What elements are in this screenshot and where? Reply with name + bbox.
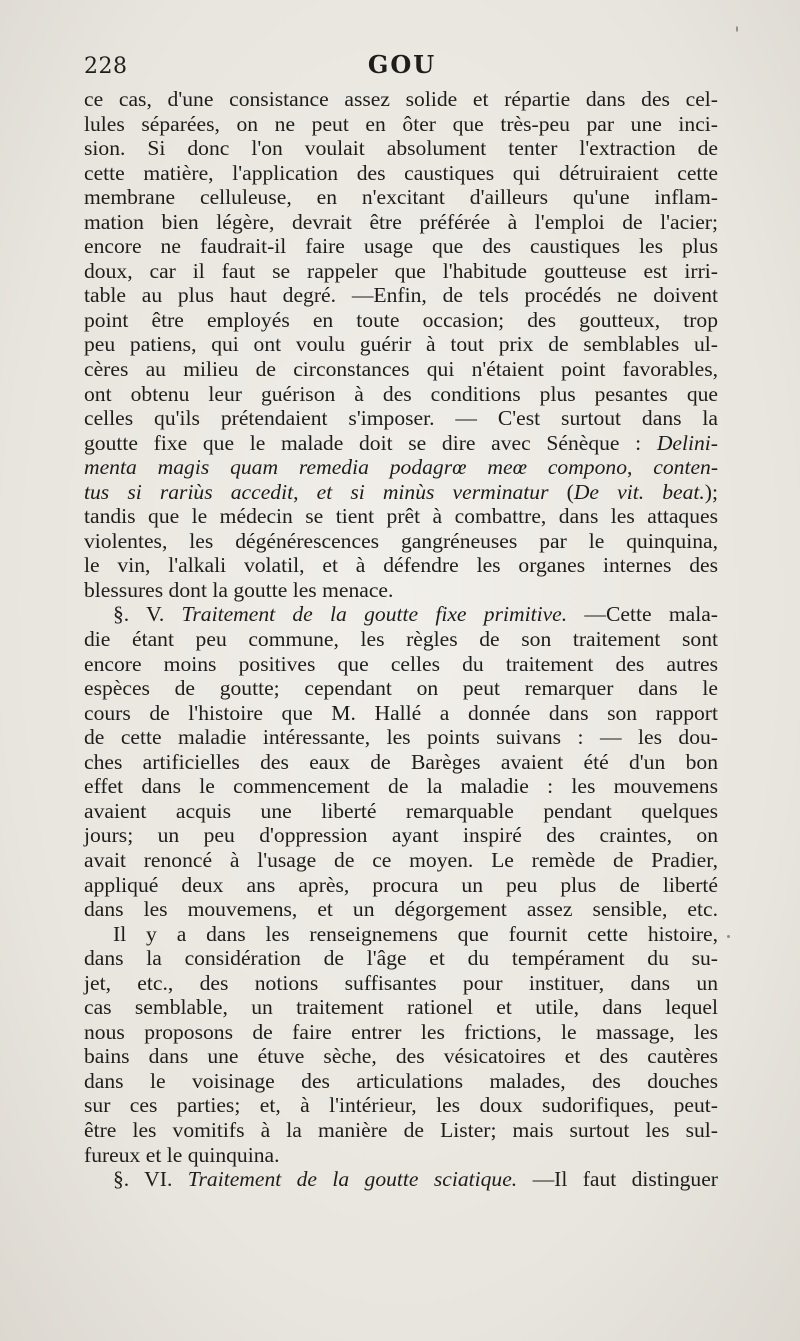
text-segment: mation bien légère, devrait être préférée à l'emploi de l'acier;	[84, 209, 718, 234]
text-line	[84, 431, 718, 456]
italic-text: Delini-	[656, 430, 718, 455]
ink-speck	[736, 26, 738, 32]
text-segment: sion. Si donc l'on voulait absolument tenter l'extraction de	[84, 136, 718, 161]
text-segment: jours; un peu d'oppression ayant inspiré des craintes, on	[84, 823, 718, 848]
text-line	[84, 627, 718, 652]
text-segment: bains dans une étuve sèche, des vésicatoires et des cautères	[84, 1044, 718, 1069]
ink-speck	[727, 935, 730, 938]
text-line	[84, 529, 718, 554]
text-line	[84, 1143, 718, 1168]
text-line	[84, 602, 718, 627]
text-line	[84, 406, 718, 431]
text-line	[84, 1020, 718, 1045]
italic-text: De vit. beat.	[573, 479, 705, 504]
text-segment: dans le voisinage des articulations malades, des douches	[84, 1068, 718, 1093]
text-segment: —Il faut distinguer	[517, 1167, 718, 1192]
text-line	[84, 480, 718, 505]
text-line	[84, 1044, 718, 1069]
text-line	[84, 357, 718, 382]
text-segment: avaient acquis une liberté remarquable pendant quelques	[84, 798, 718, 823]
text-line	[84, 1069, 718, 1094]
text-line	[84, 112, 718, 137]
text-segment: sur ces parties; et, à l'intérieur, les doux sudorifiques, peut-	[84, 1093, 718, 1118]
italic-text: Traitement de la goutte sciatique.	[187, 1167, 518, 1192]
italic-text: menta magis quam remedia podagrœ meœ compono	[84, 455, 627, 480]
text-segment: point être employés en toute occasion; des goutteux, trop	[84, 307, 718, 332]
text-segment: dans les mouvemens, et un dégorgement assez sensible, etc.	[84, 897, 718, 922]
italic-text: Traitement de la goutte fixe primitive.	[181, 602, 568, 627]
text-segment: celles qu'ils prétendaient s'imposer. — C'est surtout dans la	[84, 406, 718, 431]
text-line	[84, 1167, 718, 1192]
text-line	[84, 259, 718, 284]
text-segment: cours de l'histoire que M. Hallé a donnée dans son rapport	[84, 700, 718, 725]
text-line	[84, 995, 718, 1020]
text-line	[84, 332, 718, 357]
text-line	[84, 504, 718, 529]
text-segment: (	[548, 479, 574, 504]
text-line	[84, 185, 718, 210]
text-segment: goutte fixe que le malade doit se dire avec Sénèque :	[84, 430, 657, 455]
text-line	[84, 382, 718, 407]
text-segment: table au plus haut degré. —Enfin, de tels procédés ne doivent	[84, 283, 718, 308]
italic-text: et si minùs verminatur	[316, 479, 549, 504]
text-line	[84, 1093, 718, 1118]
text-line	[84, 87, 718, 112]
text-segment: Il y a dans les renseignemens que fournit cette histoire,	[113, 921, 718, 946]
text-segment: cas semblable, un traitement rationel et utile, dans lequel	[84, 995, 718, 1020]
text-line	[84, 308, 718, 333]
page-number: 228	[84, 54, 128, 79]
text-line	[84, 799, 718, 824]
text-segment: ,	[293, 479, 317, 504]
text-line	[84, 455, 718, 480]
text-segment: effet dans le commencement de la maladie : les mouvemens	[84, 774, 718, 799]
text-segment: le vin, l'alkali volatil, et à défendre les organes internes des	[84, 553, 718, 578]
text-segment: dans la considération de l'âge et du tempérament du su-	[84, 946, 718, 971]
text-line	[84, 897, 718, 922]
text-line	[84, 553, 718, 578]
text-line	[84, 873, 718, 898]
text-line	[84, 161, 718, 186]
text-segment: membrane celluleuse, en n'excitant d'ailleurs qu'une inflam-	[84, 185, 718, 210]
italic-text: tus si rariùs accedit	[84, 479, 294, 504]
text-segment: peu patiens, qui ont voulu guérir à tout prix de semblables ul-	[84, 332, 718, 357]
text-line	[84, 848, 718, 873]
text-line	[84, 652, 718, 677]
text-segment: avait renoncé à l'usage de ce moyen. Le remède de Pradier,	[84, 847, 718, 872]
text-segment: de cette maladie intéressante, les points suivans : — les dou-	[84, 725, 718, 750]
text-segment: die étant peu commune, les règles de son traitement sont	[84, 627, 718, 652]
body-text	[84, 87, 718, 1192]
text-segment: blessures dont la goutte les menace.	[84, 577, 394, 602]
text-segment: ,	[627, 455, 654, 480]
text-segment: cette matière, l'application des caustiques qui détruiraient cette	[84, 160, 718, 185]
text-segment: ce cas, d'une consistance assez solide et répartie dans des cel-	[84, 87, 718, 111]
text-line	[84, 676, 718, 701]
text-line	[84, 971, 718, 996]
text-segment: —Cette mala-	[567, 602, 718, 627]
text-line	[84, 578, 718, 603]
text-line	[84, 234, 718, 259]
text-segment: appliqué deux ans après, procura un peu plus de liberté	[84, 872, 718, 897]
text-segment: ont obtenu leur guérison à des conditions plus pesantes que	[84, 381, 718, 406]
running-head: GOU	[367, 50, 437, 79]
text-segment: encore moins positives que celles du traitement des autres	[84, 651, 718, 676]
text-segment: fureux et le quinquina.	[84, 1142, 280, 1167]
text-line	[84, 750, 718, 775]
text-segment: espèces de goutte; cependant on peut remarquer dans le	[84, 676, 718, 701]
text-line	[84, 823, 718, 848]
text-line	[84, 701, 718, 726]
text-segment: §. V.	[113, 602, 182, 627]
text-segment: tandis que le médecin se tient prêt à combattre, dans les attaques	[84, 504, 718, 529]
text-segment: );	[704, 479, 718, 504]
text-segment: cères au milieu de circonstances qui n'étaient point favorables,	[84, 357, 718, 382]
text-segment: ches artificielles des eaux de Barèges avaient été d'un bon	[84, 749, 718, 774]
text-segment: violentes, les dégénérescences gangréneuses par le quinquina,	[84, 528, 718, 553]
text-segment: encore ne faudrait-il faire usage que des caustiques les plus	[84, 234, 718, 259]
text-line	[84, 774, 718, 799]
text-segment: jet, etc., des notions suffisantes pour instituer, dans un	[84, 970, 718, 995]
text-line	[84, 283, 718, 308]
text-line	[84, 946, 718, 971]
text-segment: nous proposons de faire entrer les frictions, le massage, les	[84, 1019, 718, 1044]
text-line	[84, 922, 718, 947]
text-segment: doux, car il faut se rappeler que l'habitude goutteuse est irri-	[84, 258, 718, 283]
text-segment: être les vomitifs à la manière de Lister; mais surtout les sul-	[84, 1117, 718, 1142]
text-line	[84, 210, 718, 235]
text-segment: lules séparées, on ne peut en ôter que très-peu par une inci-	[84, 111, 718, 136]
text-line	[84, 136, 718, 161]
text-segment: §. VI.	[113, 1167, 188, 1192]
italic-text: conten-	[653, 455, 719, 480]
page-header	[84, 50, 720, 86]
text-line	[84, 725, 718, 750]
text-line	[84, 1118, 718, 1143]
